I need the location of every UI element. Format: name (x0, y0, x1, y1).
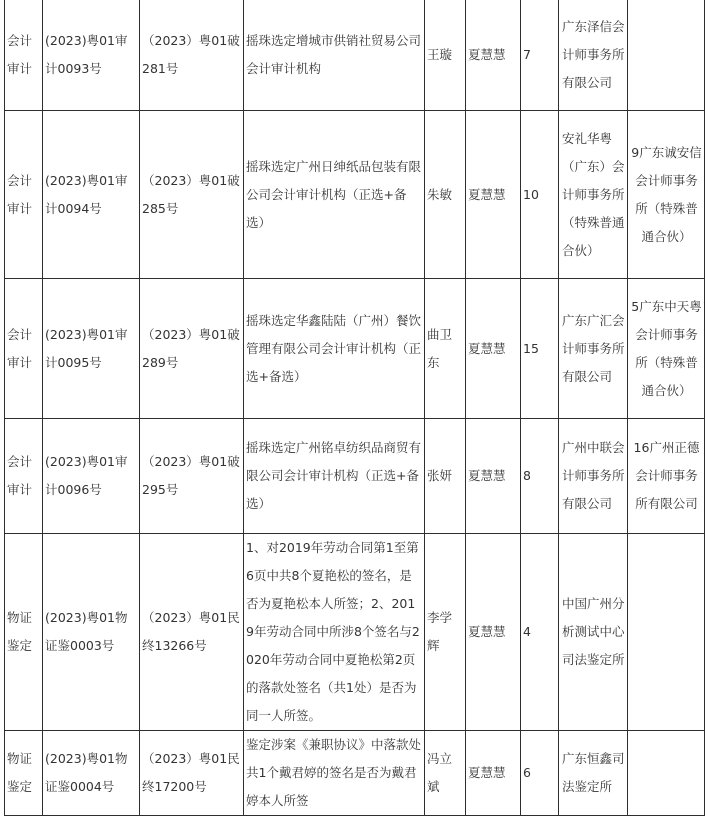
clerk-cell: 夏慧慧 (466, 534, 521, 731)
officer-cell: 李学辉 (425, 534, 466, 731)
count-cell: 7 (521, 0, 559, 111)
table-row (5, 279, 705, 419)
table-row (5, 111, 705, 279)
reference-number-cell: （2023）粤01民终17200号 (140, 731, 244, 816)
assigned-organization-cell: 中国广州分析测试中心司法鉴定所 (559, 534, 628, 731)
case-number-cell: (2023)粤01审计0094号 (43, 111, 140, 279)
assigned-organization-cell: 广东泽信会计师事务所有限公司 (559, 0, 628, 111)
clerk-cell: 夏慧慧 (466, 419, 521, 534)
matter-cell: 1、对2019年劳动合同第1至第6页中共8个夏艳松的签名，是否为夏艳松本人所签；2、2019年劳动合同中所涉8个签名与2020年劳动合同中夏艳松第2页的落款处签名（共1处）是否为同一人所签。 (244, 534, 425, 731)
alternate-organization-cell (628, 731, 705, 816)
reference-number-cell: （2023）粤01民终13266号 (140, 534, 244, 731)
alternate-organization-cell (628, 534, 705, 731)
alternate-organization-cell: 16广州正德会计师事务所有限公司 (628, 419, 705, 534)
officer-cell: 王璇 (425, 0, 466, 111)
table-row (5, 419, 705, 534)
count-cell: 10 (521, 111, 559, 279)
type-cell: 会计审计 (5, 0, 43, 111)
case-number-cell: (2023)粤01审计0093号 (43, 0, 140, 111)
case-number-cell: (2023)粤01审计0096号 (43, 419, 140, 534)
type-cell: 物证鉴定 (5, 731, 43, 816)
officer-cell: 张妍 (425, 419, 466, 534)
reference-number-cell: （2023）粤01破295号 (140, 419, 244, 534)
count-cell: 4 (521, 534, 559, 731)
case-number-cell: (2023)粤01物证鉴0003号 (43, 534, 140, 731)
matter-cell: 鉴定涉案《兼职协议》中落款处共1个戴君婷的签名是否为戴君婷本人所签 (244, 731, 425, 816)
alternate-organization-cell: 9广东诚安信会计师事务所（特殊普通合伙） (628, 111, 705, 279)
case-number-cell: (2023)粤01物证鉴0004号 (43, 731, 140, 816)
alternate-organization-cell (628, 0, 705, 111)
assigned-organization-cell: 广州中联会计师事务所有限公司 (559, 419, 628, 534)
count-cell: 15 (521, 279, 559, 419)
assigned-organization-cell: 安礼华粤（广东）会计师事务所（特殊普通合伙） (559, 111, 628, 279)
table-row (5, 534, 705, 731)
officer-cell: 曲卫东 (425, 279, 466, 419)
records-table (4, 0, 705, 816)
reference-number-cell: （2023）粤01破281号 (140, 0, 244, 111)
alternate-organization-cell: 5广东中天粤会计师事务所（特殊普通合伙） (628, 279, 705, 419)
count-cell: 8 (521, 419, 559, 534)
clerk-cell: 夏慧慧 (466, 731, 521, 816)
matter-cell: 摇珠选定广州日绅纸品包装有限公司会计审计机构（正选+备选） (244, 111, 425, 279)
type-cell: 会计审计 (5, 111, 43, 279)
clerk-cell: 夏慧慧 (466, 111, 521, 279)
reference-number-cell: （2023）粤01破285号 (140, 111, 244, 279)
table-row (5, 0, 705, 111)
matter-cell: 摇珠选定增城市供销社贸易公司会计审计机构 (244, 0, 425, 111)
officer-cell: 冯立斌 (425, 731, 466, 816)
clerk-cell: 夏慧慧 (466, 0, 521, 111)
assigned-organization-cell: 广东恒鑫司法鉴定所 (559, 731, 628, 816)
assigned-organization-cell: 广东广汇会计师事务所有限公司 (559, 279, 628, 419)
type-cell: 会计审计 (5, 279, 43, 419)
case-number-cell: (2023)粤01审计0095号 (43, 279, 140, 419)
type-cell: 物证鉴定 (5, 534, 43, 731)
clerk-cell: 夏慧慧 (466, 279, 521, 419)
matter-cell: 摇珠选定华鑫陆陆（广州）餐饮管理有限公司会计审计机构（正选+备选） (244, 279, 425, 419)
officer-cell: 朱敏 (425, 111, 466, 279)
type-cell: 会计审计 (5, 419, 43, 534)
table-row (5, 731, 705, 816)
matter-cell: 摇珠选定广州铭卓纺织品商贸有限公司会计审计机构（正选+备选） (244, 419, 425, 534)
reference-number-cell: （2023）粤01破289号 (140, 279, 244, 419)
count-cell: 6 (521, 731, 559, 816)
